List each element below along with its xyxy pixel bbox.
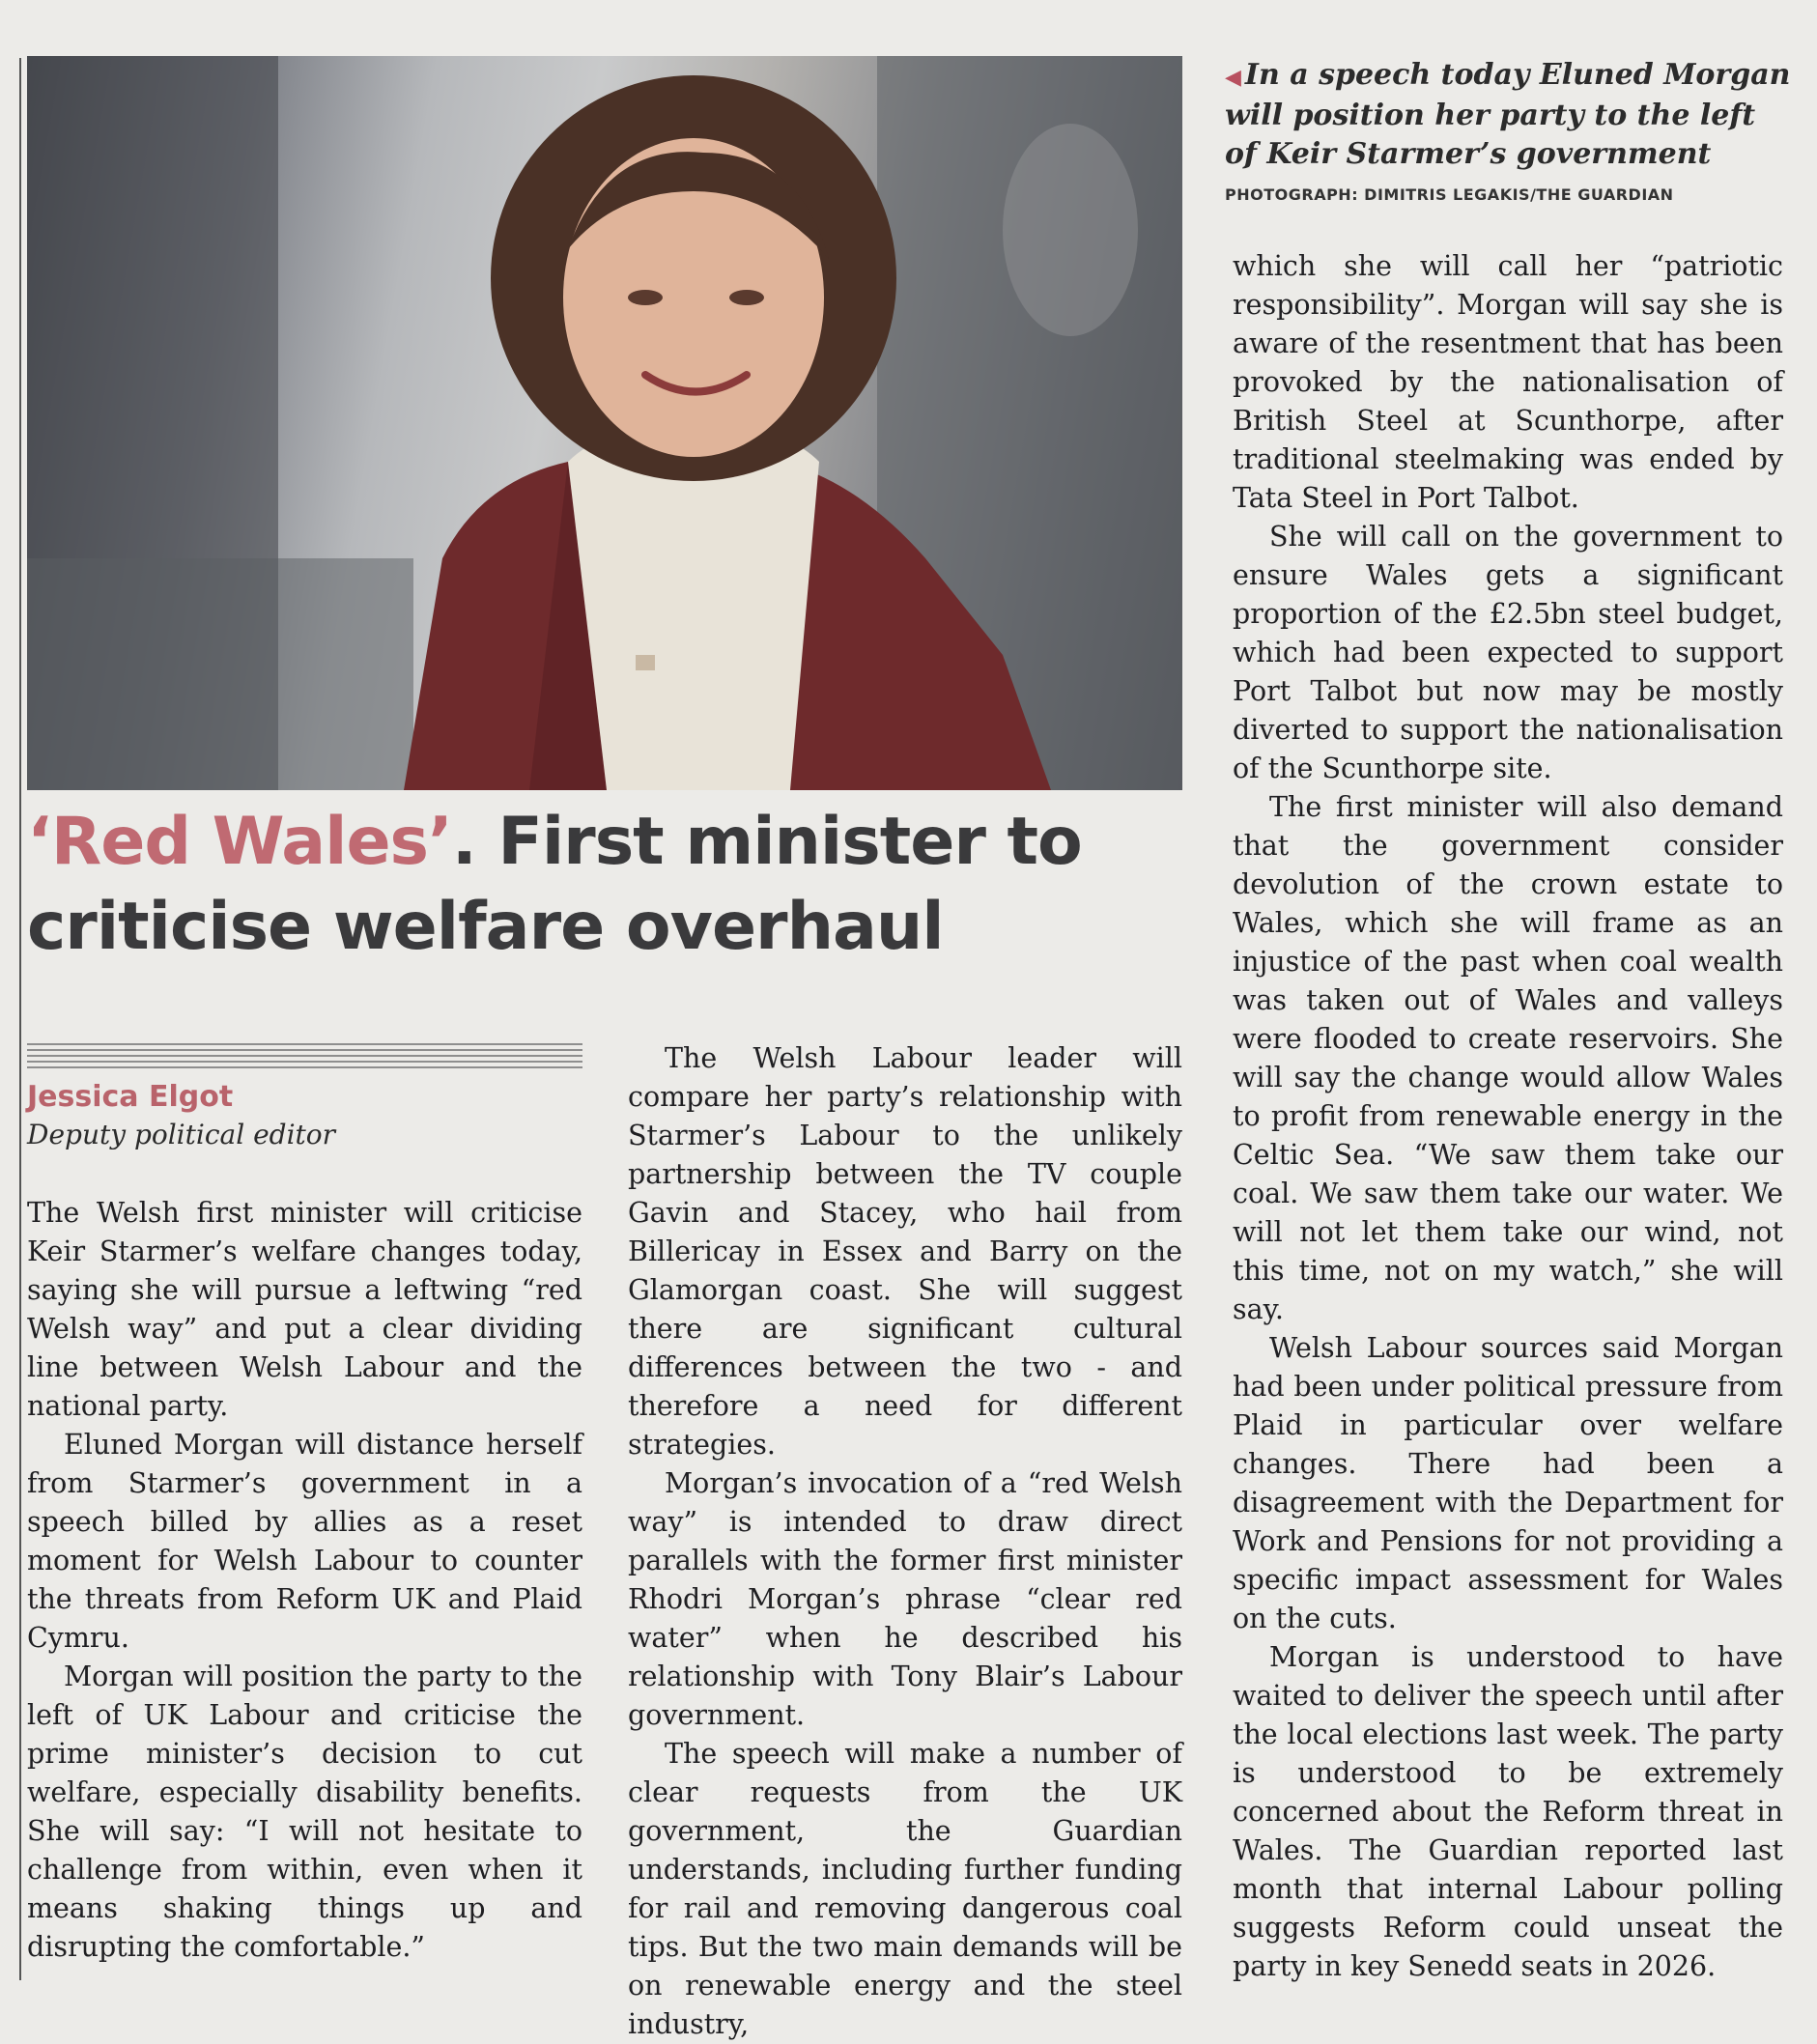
article-column-1 bbox=[27, 1194, 582, 1967]
caption-text-block bbox=[1225, 56, 1795, 174]
paragraph: The Welsh Labour leader will compare her party’s relationship with Starmer’s Labour to the unlikely partnership between the TV couple Gavin and Stacey, who hail from Billericay in Essex and Barry on the Glamorgan coast. She will suggest there are significant cultural differences between the two - and therefore a need for different strategies. bbox=[628, 1042, 1182, 1461]
caption-arrow-icon: ◀ bbox=[1225, 65, 1241, 90]
paragraph: She will call on the government to ensure Wales gets a significant proportion of the £2.5bn steel budget, which had been expected to support Port Talbot but now may be mostly diverted to support the nationalisation of the Scunthorpe site. bbox=[1233, 521, 1783, 784]
headline-kicker: ‘Red Wales’ bbox=[27, 804, 452, 880]
paragraph: The Welsh first minister will criticise Keir Starmer’s welfare changes today, saying she will pursue a leftwing “red Welsh way” and put a clear dividing line between Welsh Labour and the national party. bbox=[27, 1197, 582, 1422]
paragraph: Morgan is understood to have waited to deliver the speech until after the local elections last week. The party is understood to be extremely concerned about the Reform threat in Wales. The Guardian reported last month that internal Labour polling suggests Reform could unseat the party in key Senedd seats in 2026. bbox=[1233, 1641, 1783, 1982]
author-role: Deputy political editor bbox=[27, 1119, 336, 1150]
byline bbox=[27, 1043, 582, 1153]
photo-caption bbox=[1225, 56, 1795, 204]
paragraph: The first minister will also demand that the government consider devolution of the crown estate to Wales, which she will frame as an injustice of the past when coal wealth was taken out of Wales and valleys were flooded to create reservoirs. She will say the change would allow Wales to profit from renewable energy in the Celtic Sea. “We saw them take our coal. We saw them take our water. We will not let them take our wind, not this time, not on my watch,” she will say. bbox=[1233, 791, 1783, 1325]
photo-credit: PHOTOGRAPH: DIMITRIS LEGAKIS/THE GUARDIAN bbox=[1225, 185, 1674, 204]
author-name: Jessica Elgot bbox=[27, 1080, 234, 1114]
paragraph: The speech will make a number of clear requests from the UK government, the Guardian understands, including further funding for rail and removing dangerous coal tips. But the two main demands will be on renewable energy and the steel industry, bbox=[628, 1738, 1182, 2040]
paragraph: Morgan will position the party to the left of UK Labour and criticise the prime minister’s decision to cut welfare, especially disability benefits. She will say: “I will not hesitate to challenge from within, even when it means shaking things up and disrupting the comfortable.” bbox=[27, 1661, 582, 1963]
article-column-2 bbox=[628, 1039, 1182, 2044]
byline-rules bbox=[27, 1043, 582, 1068]
column-rule bbox=[19, 58, 21, 1980]
article-photo bbox=[27, 56, 1182, 790]
paragraph: Morgan’s invocation of a “red Welsh way” is intended to draw direct parallels with the former first minister Rhodri Morgan’s phrase “clear red water” when he described his relationship with Tony Blair’s Labour government. bbox=[628, 1467, 1182, 1731]
headline bbox=[27, 800, 1186, 970]
paragraph: which she will call her “patriotic responsibility”. Morgan will say she is aware of the resentment that has been provoked by the nationalisation of British Steel at Scunthorpe, after traditional steelmaking was ended by Tata Steel in Port Talbot. bbox=[1233, 250, 1783, 514]
paragraph: Eluned Morgan will distance herself from Starmer’s government in a speech billed by allies as a reset moment for Welsh Labour to counter the threats from Reform UK and Plaid Cymru. bbox=[27, 1429, 582, 1654]
caption-text: In a speech today Eluned Morgan will position her party to the left of Keir Starmer’s government bbox=[1225, 58, 1791, 171]
headline-separator: . bbox=[451, 804, 476, 880]
article-column-3 bbox=[1233, 247, 1783, 1986]
paragraph: Welsh Labour sources said Morgan had been under political pressure from Plaid in particular over welfare changes. There had been a disagreement with the Department for Work and Pensions for not providing a specific impact assessment for Wales on the cuts. bbox=[1233, 1332, 1783, 1634]
portrait-illustration bbox=[27, 56, 1182, 790]
headline-text: First minister to criticise welfare overhaul bbox=[27, 804, 1082, 965]
